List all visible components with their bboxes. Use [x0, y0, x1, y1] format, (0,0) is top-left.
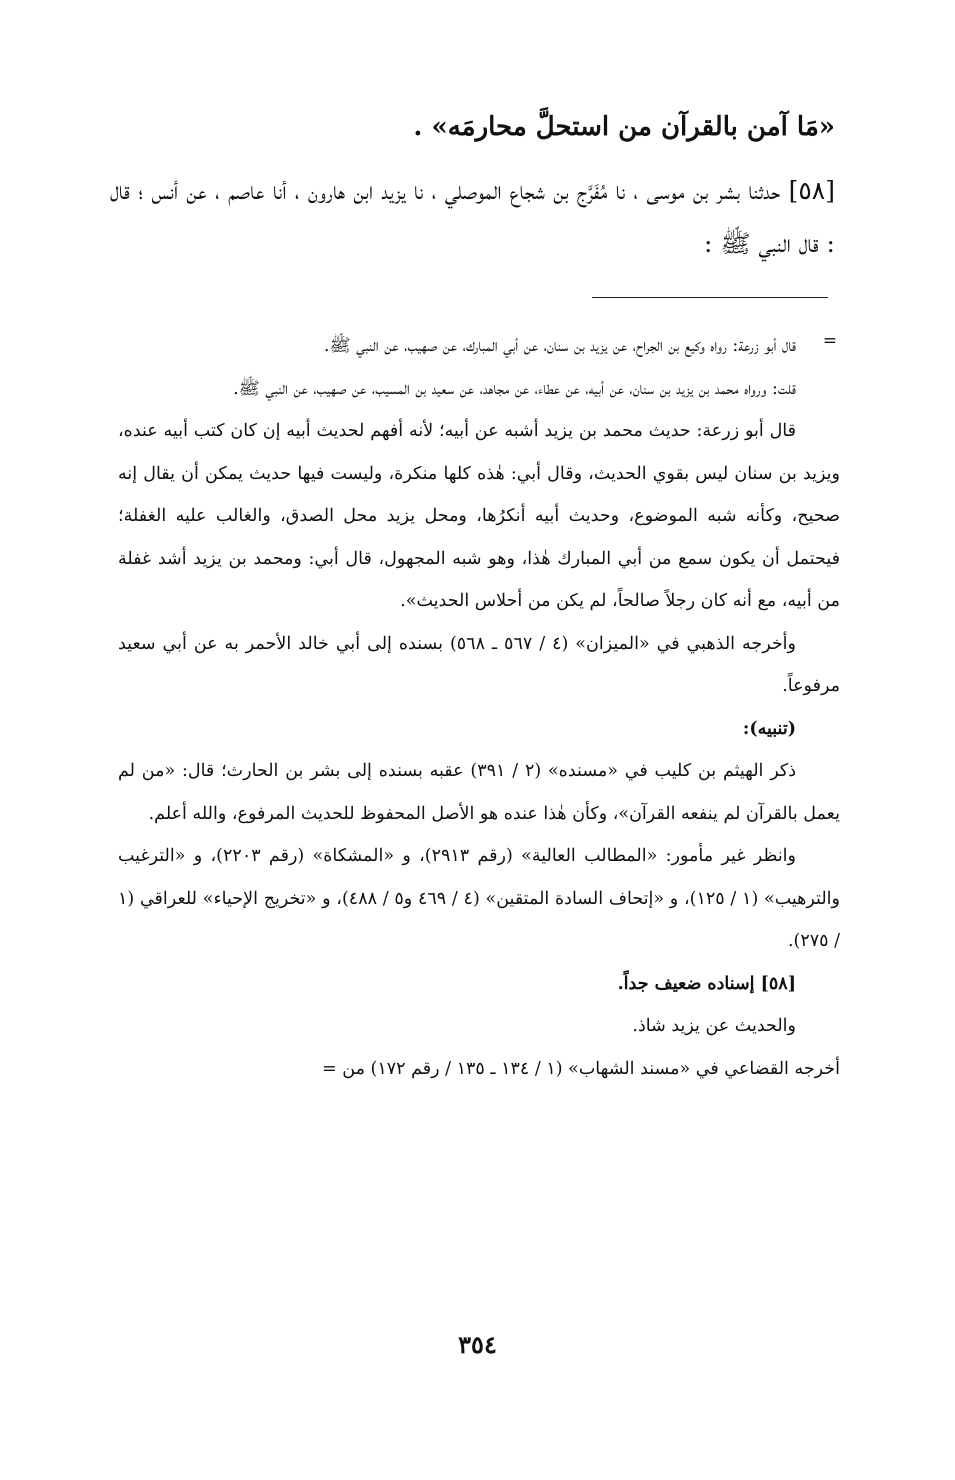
footnote-paragraph-dhahabi: وأخرجه الذهبي في «الميزان» (٤ / ٥٦٧ ـ ٥٦٨) بسنده إلى أبي خالد الأحمر به عن أبي سعيد مرفوعاً.: [118, 633, 840, 696]
hadith-quote-line: «مَا آمن بالقرآن من استحلَّ محارمَه» .: [413, 112, 835, 142]
footnote-paragraph-shadh: والحديث عن يزيد شاذ.: [632, 1016, 796, 1036]
page-number: ٣٥٤: [458, 1330, 497, 1359]
footnote-paragraph-abu-zura: قال أبو زرعة: رواه وكيع بن الجراح، عن يزيد بن سنان، عن أبي المبارك، عن صهيب، عن النبي ﷺ.: [323, 336, 796, 356]
continuation-mark: =: [822, 331, 837, 351]
footnotes: [118, 325, 840, 1090]
hadith-paragraph: [٥٨] حدثنا بشر بن موسى ، نا مُفَرَّج بن شجاع الموصلي ، نا يزيد ابن هارون ، أنا عاصم ، عن أنس ؛ قال : قال النبي ﷺ :: [110, 176, 835, 258]
footnote-paragraph-qudai: أخرجه القضاعي في «مسند الشهاب» (١ / ١٣٤ ـ ١٣٥ / رقم ١٧٢) من =: [322, 1058, 840, 1079]
footnote-paragraph-references: وانظر غير مأمور: «المطالب العالية» (رقم ٢٩١٣)، و «المشكاة» (رقم ٢٢٠٣)، و «الترغيب والترهيب» (١ / ١٢٥)، و «إتحاف السادة المتقين» (٤ / ٤٦٩ و٥ / ٤٨٨)، و «تخريج الإحياء» للعراقي (١ / ٢٧٥).: [118, 846, 840, 951]
footnote-paragraph-haytham: ذكر الهيثم بن كليب في «مسنده» (٢ / ٣٩١) عقبه بسنده إلى بشر بن الحارث؛ قال: «من لم يعمل بالقرآن لم ينفعه القرآن»، وكأن هٰذا عنده هو الأصل المحفوظ للحديث المرفوع، والله أعلم.: [118, 761, 840, 824]
footnote-paragraph-qultu: قلت: ورواه محمد بن يزيد بن سنان، عن أبيه، عن عطاء، عن مجاهد، عن سعيد بن المسيب، عن صهيب، عن النبي ﷺ.: [233, 378, 796, 399]
footnote-heading-tanbih: (تنبيه):: [742, 718, 796, 739]
footnote-paragraph-abu-zura-2: قال أبو زرعة: حديث محمد بن يزيد أشبه عن أبيه؛ لأنه أفهم لحديث أبيه إن كان كتب أبيه عنده، ويزيد بن سنان ليس بقوي الحديث، وقال أبي: هٰذه كلها منكرة، وليست فيها حديث يمكن أن يقال إنه صحيح، وكأنه شبه الموضوع، وحديث أبيه أنكرُها، ومحل يزيد محل الصدق، والغالب عليه الغفلة؛ فيحتمل أن يكون سمع من أبي المبارك هٰذا، وهو شبه المجهول، قال أبي: ومحمد بن يزيد أشد غفلة من أبيه، مع أنه كان رجلاً صالحاً، لم يكن من أحلاس الحديث».: [118, 421, 840, 611]
main-text: [110, 100, 835, 270]
footnote-divider: [592, 297, 828, 298]
footnote-grading-58: [٥٨] إسناده ضعيف جداً.: [617, 973, 796, 994]
